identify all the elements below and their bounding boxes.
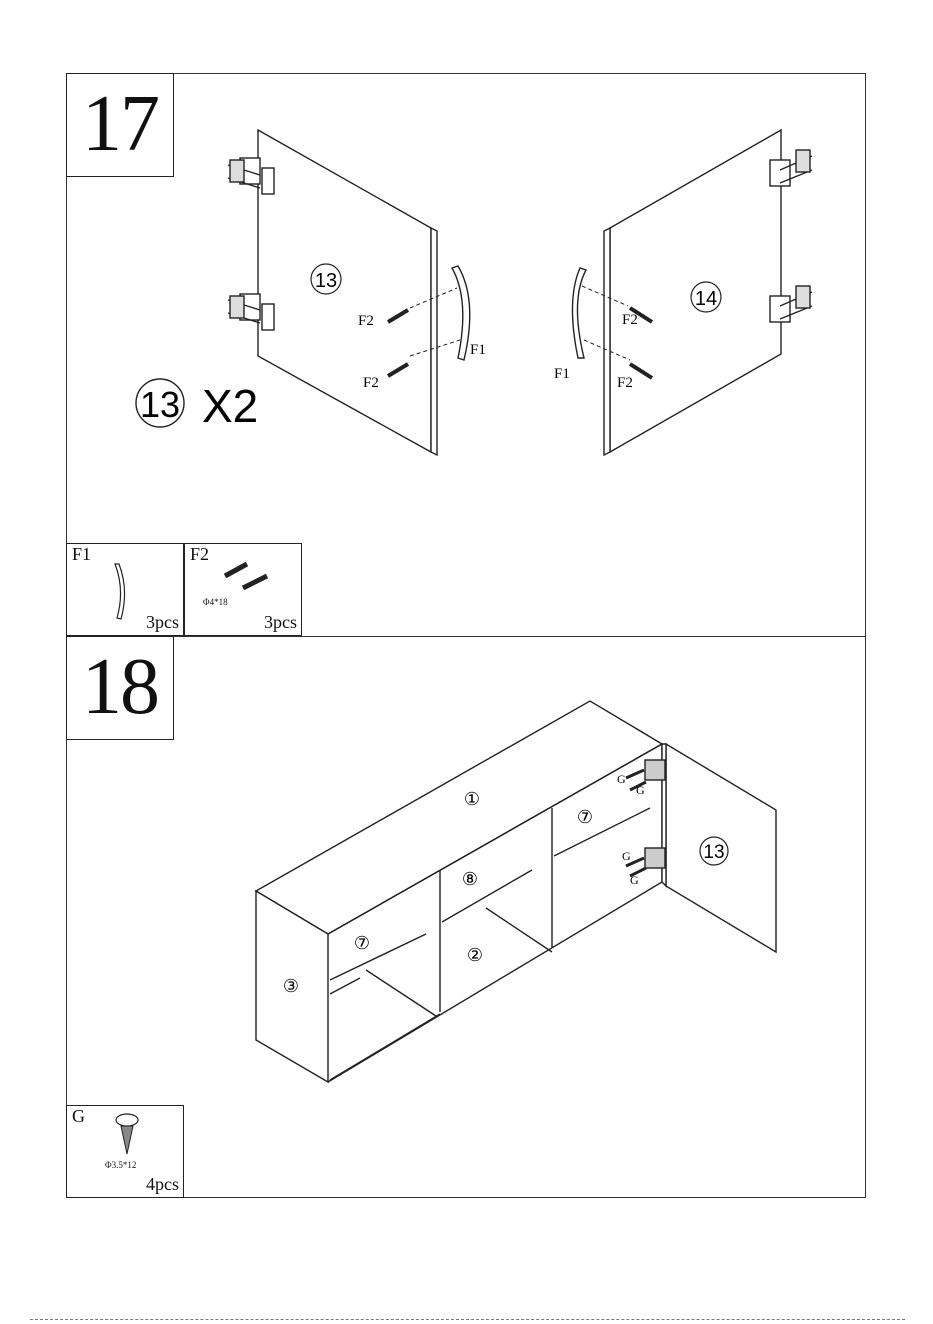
part-box-g: [66, 1105, 184, 1198]
screw-icon: [113, 1112, 141, 1158]
hinge-icon: [645, 760, 665, 780]
part-code: F2: [190, 544, 210, 564]
hinge-icon: [645, 848, 665, 868]
part-dimension: Φ3.5*12: [105, 1160, 137, 1170]
callout-g2: G: [636, 783, 645, 797]
step-17-number: 17: [66, 73, 174, 177]
part-code: G: [72, 1106, 85, 1126]
part-qty: 3pcs: [146, 612, 179, 632]
callout-f2-b: F2: [363, 375, 379, 391]
door-13-label: 13: [703, 842, 725, 863]
step-18-number: 18: [66, 636, 174, 740]
callout-f1-b: F1: [554, 366, 570, 382]
part-code: F1: [72, 544, 92, 564]
part-qty: 4pcs: [146, 1174, 179, 1194]
screw-icon: [626, 770, 644, 778]
callout-f2-c: F2: [622, 312, 638, 328]
callout-f2-a: F2: [358, 313, 374, 329]
callout-f1-a: F1: [470, 342, 486, 358]
callout-g1: G: [617, 772, 626, 786]
panel-2-label: ②: [466, 945, 484, 965]
callout-g4: G: [630, 873, 639, 887]
panel-1-label: ①: [463, 789, 481, 809]
door-14-label: 14: [694, 288, 718, 310]
callout-f2-d: F2: [617, 375, 633, 391]
quantity-circle-label: 13: [139, 384, 181, 425]
part-dimension: Φ4*18: [203, 597, 228, 607]
cabinet-body: [256, 701, 662, 1082]
page-footer-line: [30, 1319, 905, 1320]
callout-g3: G: [622, 849, 631, 863]
panel-7-right-label: ⑦: [576, 807, 594, 827]
door-13-label: 13: [314, 270, 338, 292]
panel-7-left-label: ⑦: [353, 933, 371, 953]
panel-3-label: ③: [282, 976, 300, 996]
quantity-multiplier: X2: [202, 380, 259, 432]
part-qty: 3pcs: [264, 612, 297, 632]
panel-8-label: ⑧: [461, 869, 479, 889]
